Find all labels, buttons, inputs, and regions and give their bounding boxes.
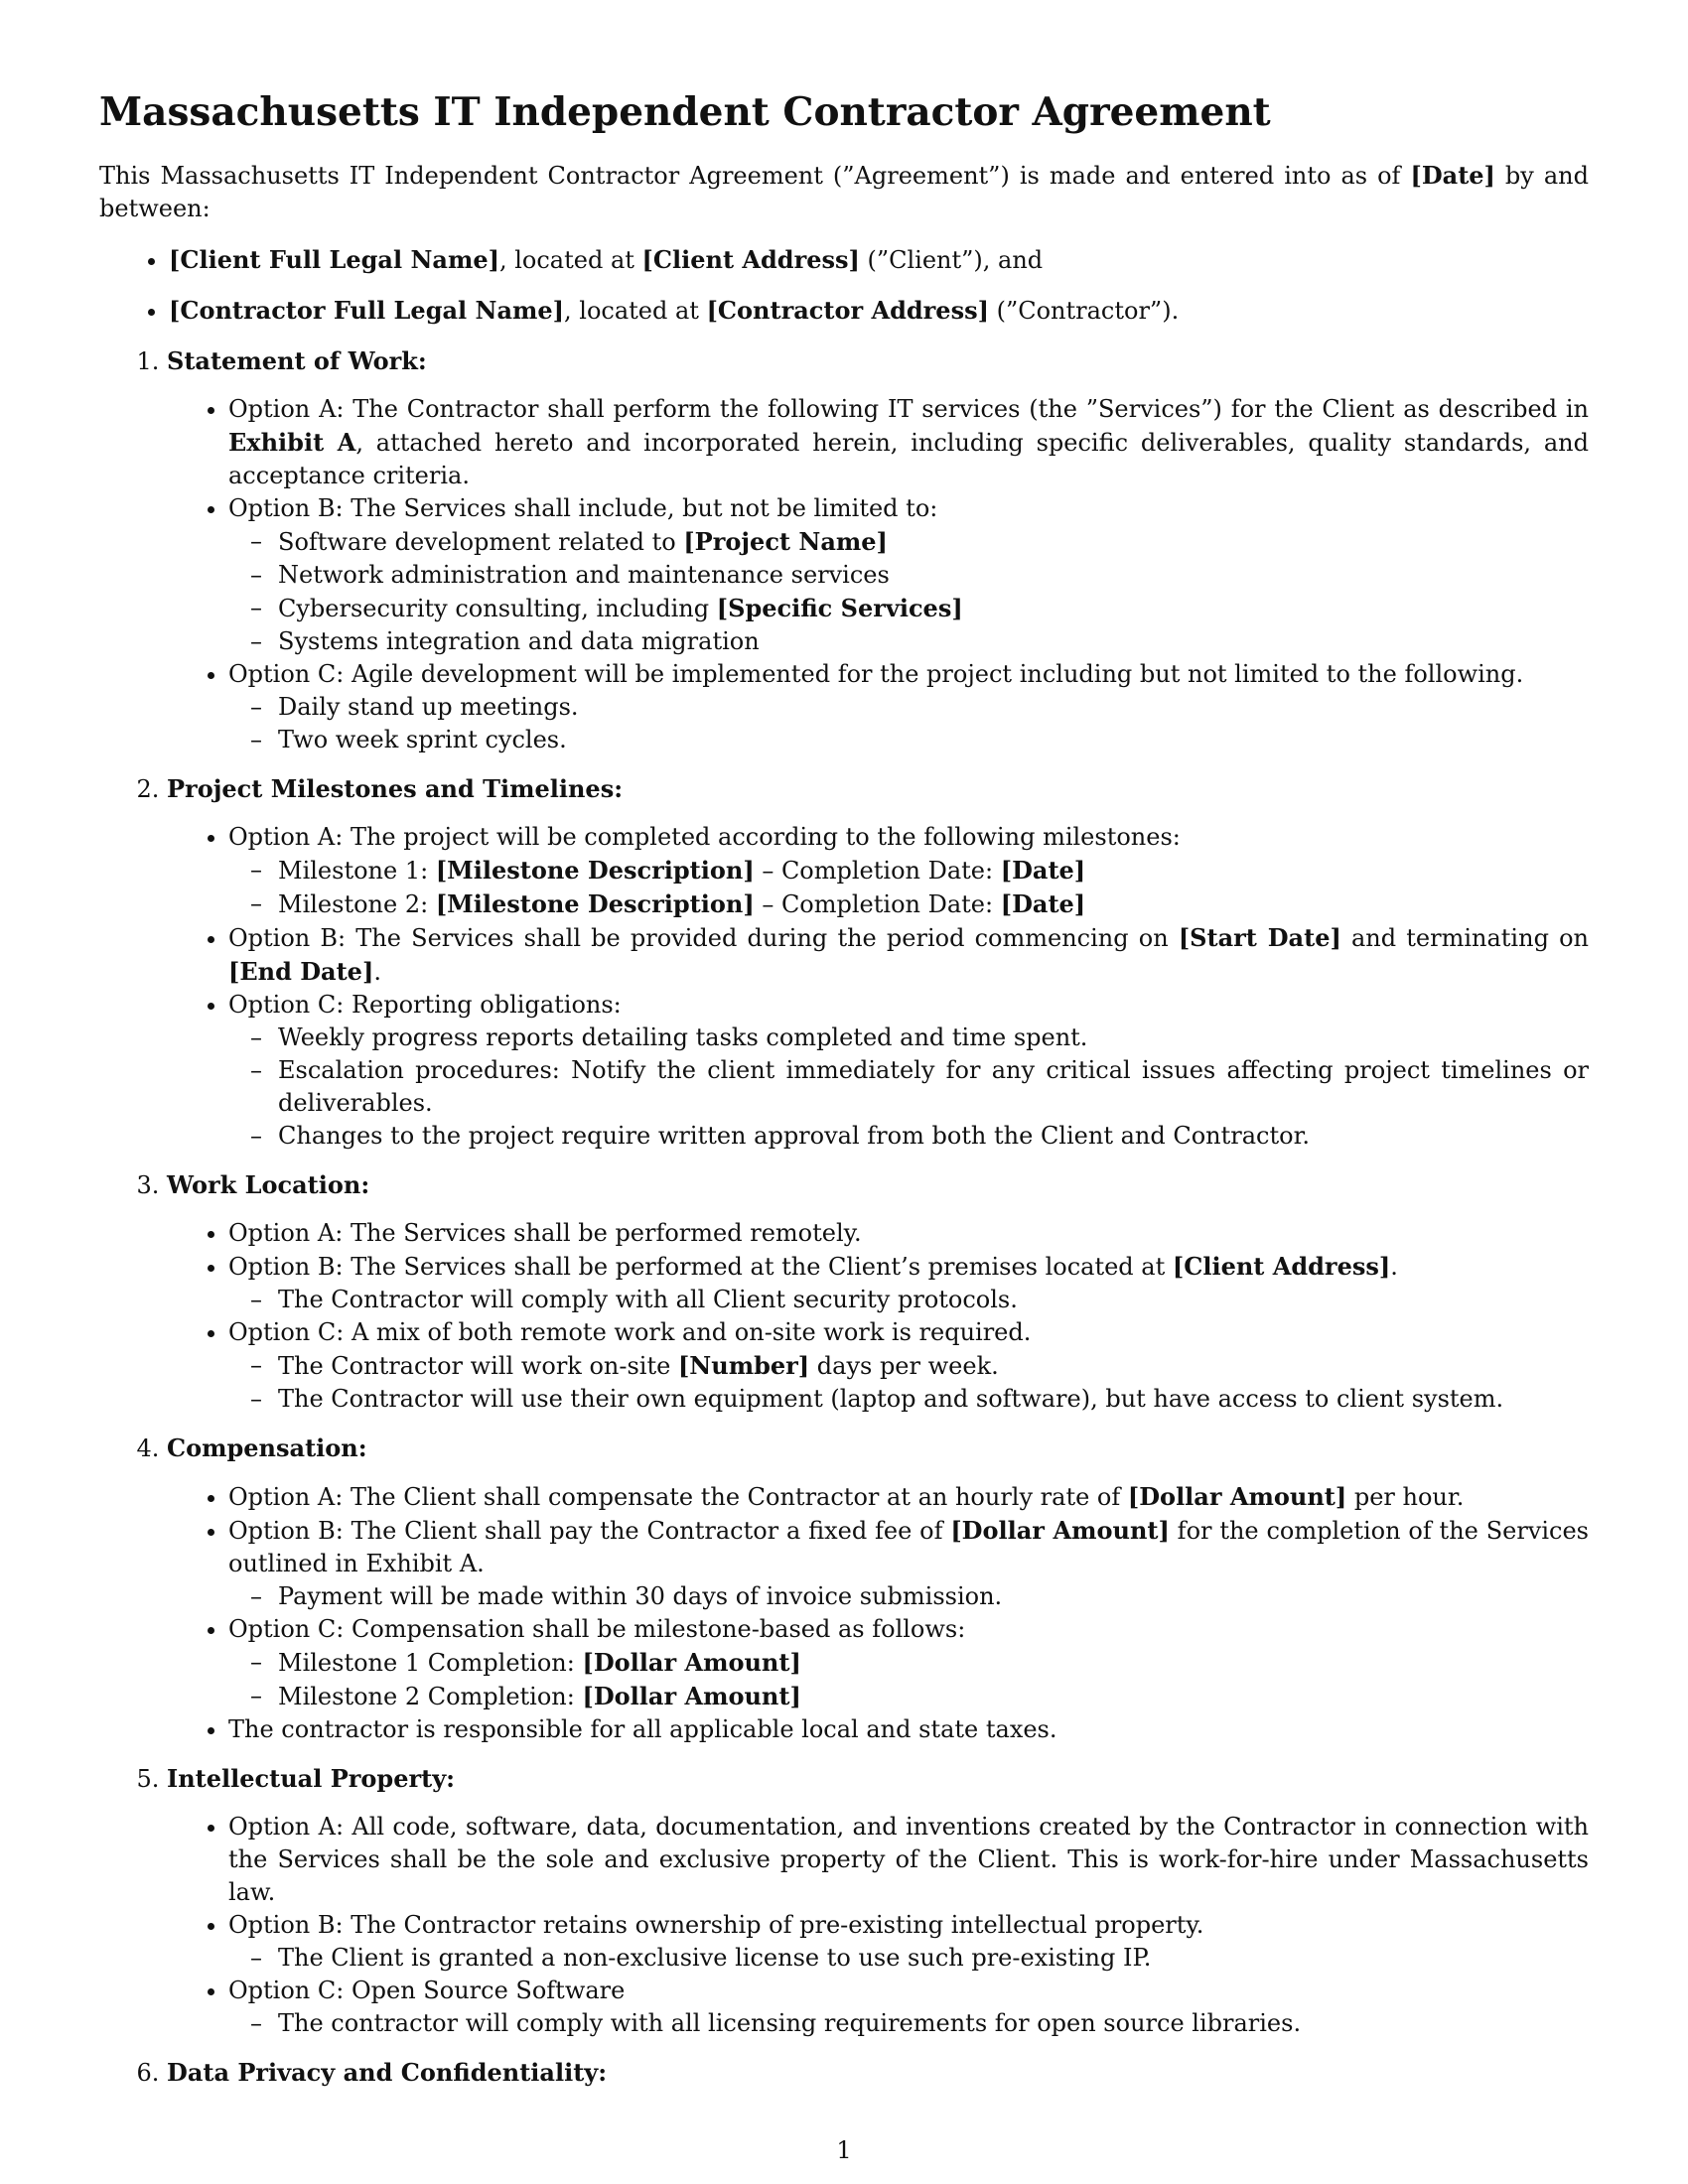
client-name-placeholder: [Client Full Legal Name] (169, 245, 499, 274)
bold-text: [Date] (1000, 889, 1086, 918)
option-text: , attached hereto and incorporated herein, including specific deliverables, quality standards, and acceptance criteria. (228, 429, 1589, 489)
contractor-address-placeholder: [Contractor Address] (706, 296, 989, 325)
section-title: 1. Statement of Work: (167, 346, 427, 375)
sub-text: Cybersecurity consulting, including (278, 595, 717, 622)
sub-item: – Escalation procedures: Notify the client immediately for any critical issues affecting project timelines or deliverables. (278, 1054, 1589, 1120)
option-item (228, 1909, 1589, 1975)
sub-text: Software development related to (278, 528, 684, 556)
section-data-privacy (167, 2056, 1589, 2089)
section-title: 5. Intellectual Property: (167, 1764, 455, 1793)
sub-text: – Completion Date: (754, 890, 1001, 918)
intro-tail: by and between: (99, 162, 1589, 222)
options-list (167, 1480, 1589, 1746)
option-item (228, 1975, 1589, 2040)
option-text: Option A: The Contractor shall perform the following IT services (the ”Services”) for the Client as described in (228, 395, 1589, 423)
option-text: Option C: Reporting obligations: (228, 991, 622, 1019)
option-text: per hour. (1346, 1483, 1465, 1511)
option-text: Option A: The Client shall compensate the Contractor at an hourly rate of (228, 1483, 1128, 1511)
sub-list (228, 1284, 1589, 1316)
option-text: Option C: A mix of both remote work and on-site work is required. (228, 1318, 1032, 1346)
party-text: , located at (498, 246, 642, 274)
section-title: 6. Data Privacy and Confidentiality: (167, 2058, 608, 2087)
option-text: and terminating on (1340, 924, 1589, 952)
sub-list (228, 1646, 1589, 1713)
sub-item (278, 592, 1589, 625)
bold-text: [Milestone Description] (435, 889, 755, 918)
bold-text: [Dollar Amount] (582, 1682, 801, 1710)
sub-text: Milestone 1: (278, 857, 436, 885)
document-title: Massachusetts IT Independent Contractor Agreement (99, 89, 1271, 135)
bold-text: [Client Address] (1172, 1252, 1391, 1281)
party-text: (”Contractor”). (988, 297, 1180, 325)
party-contractor (169, 294, 1589, 328)
sub-item: – The Contractor will comply with all Client security protocols. (278, 1284, 1589, 1316)
section-title: 4. Compensation: (167, 1433, 367, 1462)
sub-list (228, 854, 1589, 921)
option-text: Option B: The Contractor retains ownership of pre-existing intellectual property. (228, 1911, 1204, 1939)
option-item (228, 393, 1589, 492)
option-text: Option B: The Services shall include, but not be limited to: (228, 494, 938, 522)
section-intellectual-property (167, 1762, 1589, 2040)
option-text: . (1390, 1253, 1398, 1281)
option-item (228, 658, 1589, 756)
intro-date-placeholder: [Date] (1410, 161, 1495, 190)
bold-text: [Dollar Amount] (582, 1648, 801, 1677)
option-item: • Option A: All code, software, data, documentation, and inventions created by the Contractor in connection with the Services shall be the sole and exclusive property of the Client. This is work-for-hire under Massachusetts law. (228, 1811, 1589, 1909)
option-item (228, 492, 1589, 658)
intro-text: This Massachusetts IT Independent Contractor Agreement (”Agreement”) is made and entered into as of (99, 162, 1411, 190)
options-list (167, 1811, 1589, 2040)
section-title: 2. Project Milestones and Timelines: (167, 774, 624, 803)
client-address-placeholder: [Client Address] (641, 245, 860, 274)
options-list (167, 1217, 1589, 1416)
bold-text: [Dollar Amount] (1127, 1482, 1347, 1511)
party-client (169, 243, 1589, 277)
option-item (228, 921, 1589, 989)
sub-item: – Systems integration and data migration (278, 625, 1589, 658)
sub-text: The Contractor will work on-site (278, 1352, 678, 1380)
sub-item: – Payment will be made within 30 days of invoice submission. (278, 1580, 1589, 1613)
option-text: for the completion of the Services outlined in Exhibit A. (228, 1517, 1590, 1577)
option-item (228, 989, 1589, 1153)
sub-list (228, 691, 1589, 756)
sub-item (278, 1646, 1589, 1680)
option-item (228, 1250, 1589, 1316)
sub-text: Milestone 1 Completion: (278, 1649, 583, 1677)
option-text: Option B: The Services shall be provided during the period commencing on (228, 924, 1179, 952)
bold-text: [Specific Services] (716, 594, 963, 622)
sub-item (278, 525, 1589, 559)
bold-text: [End Date] (228, 957, 374, 986)
parties-list (99, 243, 1589, 328)
bold-text: [Number] (677, 1351, 810, 1380)
option-text: Option B: The Services shall be performed at the Client’s premises located at (228, 1253, 1173, 1281)
sub-item: – Two week sprint cycles. (278, 724, 1589, 756)
sub-item (278, 1349, 1589, 1383)
page-number: 1 (836, 2136, 852, 2164)
contractor-name-placeholder: [Contractor Full Legal Name] (169, 296, 565, 325)
party-text: (”Client”), and (859, 246, 1044, 274)
sub-item (278, 887, 1589, 921)
option-text: Option C: Compensation shall be milestone-based as follows: (228, 1615, 966, 1643)
option-item: • The contractor is responsible for all applicable local and state taxes. (228, 1713, 1589, 1746)
option-item (228, 1613, 1589, 1713)
sub-item: – The Contractor will use their own equipment (laptop and software), but have access to client system. (278, 1383, 1589, 1416)
section-compensation (167, 1432, 1589, 1746)
bold-text: [Date] (1000, 856, 1086, 885)
option-text: Option B: The Client shall pay the Contractor a fixed fee of (228, 1517, 951, 1545)
section-work-location (167, 1168, 1589, 1416)
sections-list (99, 344, 1589, 2089)
option-text: Option C: Agile development will be implemented for the project including but not limited to the following. (228, 660, 1524, 688)
option-item (228, 1480, 1589, 1514)
sub-list (228, 1942, 1589, 1975)
option-text: Option C: Open Source Software (228, 1977, 626, 2004)
sub-item: – Changes to the project require written approval from both the Client and Contractor. (278, 1120, 1589, 1153)
sub-item (278, 854, 1589, 887)
sub-text: Milestone 2 Completion: (278, 1683, 583, 1710)
sub-list (228, 525, 1589, 658)
options-list (167, 393, 1589, 756)
option-item (228, 1316, 1589, 1416)
sub-item: – The contractor will comply with all licensing requirements for open source libraries. (278, 2007, 1589, 2040)
option-item (228, 821, 1589, 921)
sub-list (228, 1022, 1589, 1153)
sub-item: – Weekly progress reports detailing tasks completed and time spent. (278, 1022, 1589, 1054)
sub-item: – Daily stand up meetings. (278, 691, 1589, 724)
sub-text: Milestone 2: (278, 890, 436, 918)
sub-list (228, 2007, 1589, 2040)
intro-paragraph (99, 159, 1589, 225)
sub-text: days per week. (809, 1352, 999, 1380)
sub-list (228, 1580, 1589, 1613)
bold-text: [Milestone Description] (435, 856, 755, 885)
bold-text: Exhibit A (228, 428, 356, 457)
sub-item: – The Client is granted a non-exclusive license to use such pre-existing IP. (278, 1942, 1589, 1975)
sub-text: – Completion Date: (754, 857, 1001, 885)
bold-text: [Start Date] (1178, 923, 1341, 952)
document-page (99, 87, 1589, 2105)
bold-text: [Dollar Amount] (950, 1516, 1170, 1545)
option-text: Option A: The project will be completed according to the following milestones: (228, 823, 1181, 851)
option-item: • Option A: The Services shall be performed remotely. (228, 1217, 1589, 1250)
options-list (167, 821, 1589, 1153)
party-text: , located at (564, 297, 707, 325)
section-statement-of-work (167, 344, 1589, 756)
sub-item (278, 1680, 1589, 1713)
sub-list (228, 1349, 1589, 1416)
section-title: 3. Work Location: (167, 1170, 370, 1199)
bold-text: [Project Name] (683, 527, 888, 556)
section-milestones (167, 772, 1589, 1153)
option-item (228, 1514, 1589, 1613)
sub-item: – Network administration and maintenance services (278, 559, 1589, 592)
option-text: . (373, 958, 381, 986)
